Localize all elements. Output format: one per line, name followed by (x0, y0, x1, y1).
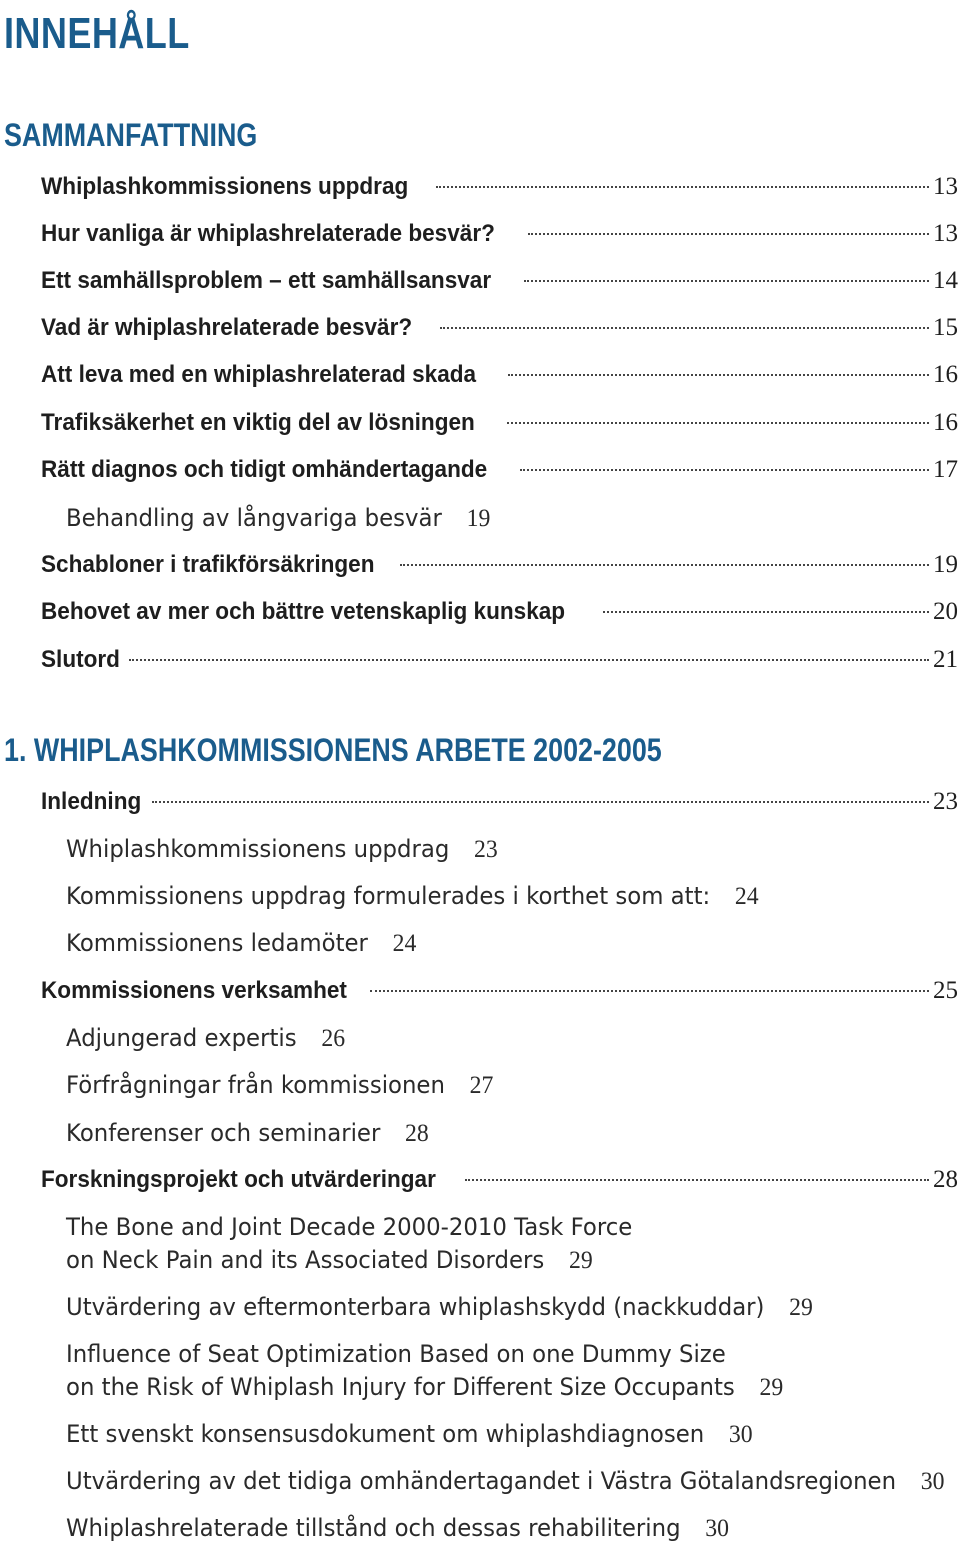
toc-subentry[interactable] (66, 1211, 632, 1277)
dot-leader (508, 374, 929, 376)
toc-entry[interactable] (41, 595, 958, 629)
toc-page-number: 16 (933, 409, 958, 436)
toc-subentry[interactable] (66, 1022, 345, 1055)
toc-subentry[interactable] (66, 1117, 429, 1150)
toc-page-number: 29 (568, 1247, 593, 1274)
toc-subentry-label: Adjungerad expertis (66, 1024, 297, 1052)
toc-subentry-label: Ett svenskt konsensusdokument om whiplashdiagnosen (66, 1420, 705, 1448)
dot-leader (528, 233, 929, 235)
toc-subentry-label-line1: Influence of Seat Optimization Based on one Dummy Size (66, 1340, 726, 1368)
section-heading-sammanfattning: SAMMANFATTNING (4, 117, 258, 153)
toc-subentry[interactable] (66, 1465, 944, 1498)
toc-subentry[interactable] (66, 1418, 753, 1451)
toc-page-number: 27 (469, 1072, 494, 1099)
toc-entry-label: Ett samhällsproblem – ett samhällsansvar (41, 267, 492, 294)
toc-entry-label: Att leva med en whiplashrelaterad skada (41, 361, 477, 388)
toc-entry[interactable] (41, 170, 958, 204)
toc-subentry-label: Utvärdering av eftermonterbara whiplashskydd (nackkuddar) (66, 1293, 765, 1321)
toc-page-number: 17 (933, 456, 958, 483)
toc-page-number: 23 (474, 836, 498, 863)
toc-page-number: 24 (734, 883, 759, 910)
toc-subentry-label: Kommissionens uppdrag formulerades i korthet som att: (66, 882, 711, 910)
toc-page-number: 16 (933, 361, 958, 388)
toc-page-number: 19 (933, 551, 958, 578)
toc-entry-label: Vad är whiplashrelaterade besvär? (41, 314, 413, 341)
toc-subentry[interactable] (66, 880, 759, 913)
toc-subentry[interactable] (66, 1512, 729, 1545)
toc-subentry-label: Whiplashrelaterade tillstånd och dessas rehabilitering (66, 1514, 681, 1542)
toc-entry[interactable] (41, 453, 958, 487)
toc-page-number: 30 (705, 1515, 729, 1542)
toc-entry[interactable] (41, 974, 958, 1008)
toc-page-number: 30 (920, 1468, 945, 1495)
toc-page-number: 19 (466, 505, 491, 532)
dot-leader (400, 564, 929, 566)
toc-page-number: 30 (728, 1421, 753, 1448)
toc-entry[interactable] (41, 548, 958, 582)
toc-entry[interactable] (41, 358, 958, 392)
toc-page-number: 14 (933, 267, 958, 294)
toc-entry-label: Trafiksäkerhet en viktig del av lösningen (41, 409, 475, 436)
toc-page-number: 13 (933, 220, 958, 247)
toc-page-number: 25 (933, 977, 958, 1004)
toc-entry-label: Rätt diagnos och tidigt omhändertagande (41, 456, 488, 483)
dot-leader (603, 611, 929, 613)
toc-subentry[interactable] (66, 833, 498, 866)
toc-entry[interactable] (41, 217, 958, 251)
toc-subentry-label-line1: The Bone and Joint Decade 2000-2010 Task Force (66, 1213, 633, 1241)
toc-subentry-label: Utvärdering av det tidiga omhändertagandet i Västra Götalandsregionen (66, 1467, 897, 1495)
toc-entry[interactable] (41, 643, 958, 677)
dot-leader (436, 186, 929, 188)
toc-page-number: 20 (933, 598, 958, 625)
toc-subentry-label: on the Risk of Whiplash Injury for Different Size Occupants (66, 1373, 735, 1401)
toc-subentry-label: Konferenser och seminarier (66, 1119, 381, 1147)
toc-page-number: 28 (405, 1120, 429, 1147)
toc-page-number: 26 (321, 1025, 346, 1052)
toc-subentry[interactable] (66, 927, 416, 960)
dot-leader (370, 990, 929, 992)
toc-page-number: 24 (392, 930, 417, 957)
dot-leader (440, 327, 929, 329)
toc-entry[interactable] (41, 406, 958, 440)
toc-entry-label: Whiplashkommissionens uppdrag (41, 173, 409, 200)
toc-subentry[interactable] (66, 502, 490, 535)
dot-leader (507, 422, 930, 424)
dot-leader (465, 1179, 929, 1181)
toc-page-number: 29 (789, 1294, 813, 1321)
toc-page-number: 23 (933, 788, 958, 815)
toc-subentry-label: on Neck Pain and its Associated Disorders (66, 1246, 545, 1274)
dot-leader (520, 469, 929, 471)
toc-page-number: 28 (933, 1166, 958, 1193)
toc-page-number: 29 (759, 1374, 784, 1401)
toc-page-number: 15 (933, 314, 958, 341)
toc-entry[interactable] (41, 1163, 958, 1197)
toc-entry[interactable] (41, 785, 958, 819)
toc-entry[interactable] (41, 311, 958, 345)
toc-subentry[interactable] (66, 1069, 493, 1102)
page-title: INNEHÅLL (4, 9, 190, 58)
toc-entry-label: Kommissionens verksamhet (41, 977, 347, 1004)
section-heading-arbete: 1. WHIPLASHKOMMISSIONENS ARBETE 2002-2005 (4, 732, 662, 768)
toc-subentry-label: Whiplashkommissionens uppdrag (66, 835, 450, 863)
toc-page-number: 13 (933, 173, 958, 200)
toc-entry-label: Slutord (41, 646, 120, 673)
dot-leader (129, 659, 929, 661)
toc-entry-label: Forskningsprojekt och utvärderingar (41, 1166, 436, 1193)
toc-entry-label: Inledning (41, 788, 142, 815)
toc-entry-label: Schabloner i trafikförsäkringen (41, 551, 375, 578)
toc-subentry-label: Behandling av långvariga besvär (66, 504, 442, 532)
toc-subentry[interactable] (66, 1291, 813, 1324)
toc-entry-label: Hur vanliga är whiplashrelaterade besvär? (41, 220, 495, 247)
dot-leader (152, 801, 929, 803)
dot-leader (524, 280, 929, 282)
toc-entry-label: Behovet av mer och bättre vetenskaplig kunskap (41, 598, 566, 625)
toc-subentry-label: Förfrågningar från kommissionen (66, 1071, 445, 1099)
toc-page-number: 21 (933, 646, 958, 673)
toc-subentry-label: Kommissionens ledamöter (66, 929, 368, 957)
toc-entry[interactable] (41, 264, 958, 298)
toc-subentry[interactable] (66, 1338, 783, 1404)
